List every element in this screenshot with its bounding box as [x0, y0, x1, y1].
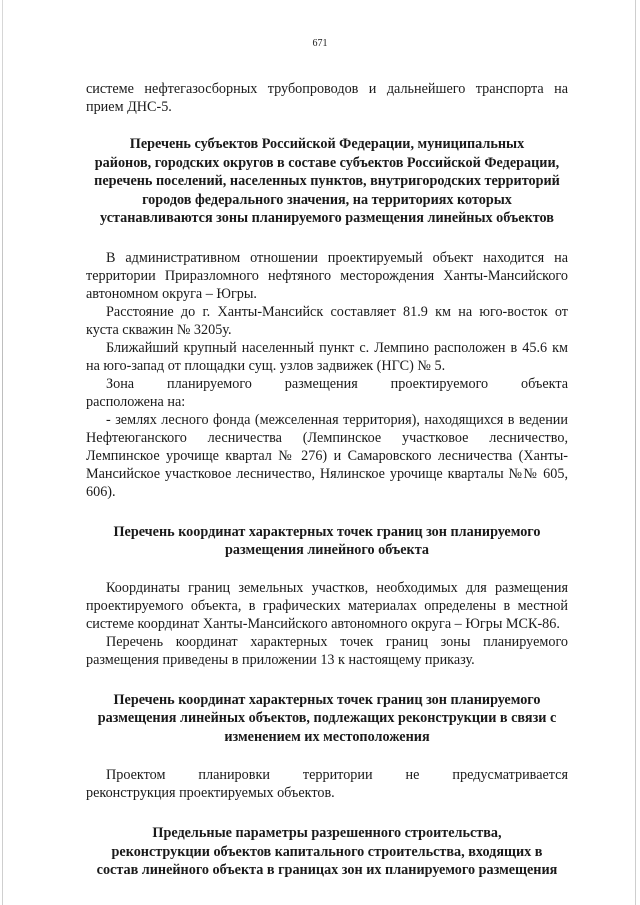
paragraph-zone-line-2: расположена на: [86, 393, 186, 410]
heading-line: состав линейного объекта в границах зон их планируемого размещения [96, 862, 558, 878]
paragraph-no-reconstruction-line-2: реконструкция проектируемых объектов. [86, 785, 335, 801]
paragraph-coordinate-system: Координаты границ земельных участков, необходимых для размещения проектируемого объекта, в графических материалах определены в местной системе координат Ханты-Мансийского автономного округа – Югры МСК-86. [86, 579, 568, 632]
section-heading-parameters [86, 824, 568, 880]
heading-line: городов федерального значения, на территориях которых [142, 191, 512, 208]
paragraph-zone-line-1: Зона планируемого размещения проектируемого объекта [106, 375, 568, 392]
heading-line: размещения линейных объектов, подлежащих реконструкции в связи с [97, 710, 557, 726]
scan-edge-right [635, 0, 636, 905]
paragraph-admin-location: В административном отношении проектируемый объект находится на территории Приразломного нефтяного месторождения Ханты-Мансийского автономном округа – Югры. [86, 249, 568, 302]
heading-line: Перечень координат характерных точек границ зон планируемого [113, 523, 541, 540]
section-heading-reconstruction [86, 691, 568, 747]
heading-line: Предельные параметры разрешенного строительства, [152, 825, 502, 841]
section-heading-coordinates [86, 523, 568, 560]
intro-line-1: системе нефтегазосборных трубопроводов и дальнейшего транспорта на [86, 81, 568, 97]
heading-line: Перечень субъектов Российской Федерации, муниципальных [129, 136, 525, 152]
paragraph-no-reconstruction-line-1: Проектом планировки территории не предусматривается [106, 767, 568, 783]
paragraph-forest-lands: - землях лесного фонда (межселенная территория), находящихся в ведении Нефтеюганского лесничества (Лемпинское участковое лесничество, Лемпинское урочище квартал № 276) и Самаровского лесничества (Ханты-Мансийское участковое лесничество, Нялинское урочище кварталы №№ 605, 606). [86, 411, 568, 500]
intro-line-2: прием ДНС-5. [86, 99, 172, 115]
heading-line: размещения линейного объекта [225, 542, 429, 558]
scan-edge-left [2, 0, 3, 905]
page-number: 671 [312, 38, 328, 49]
paragraph-distance: Расстояние до г. Ханты-Мансийск составляет 81.9 км на юго-восток от куста скважин № 3205у. [86, 303, 568, 338]
document-body [86, 80, 568, 880]
heading-line: районов, городских округов в составе субъектов Российской Федерации, [94, 154, 560, 171]
paragraph-nearest-settlement: Ближайший крупный населенный пункт с. Лемпино расположен в 45.6 км на юго-запад от площадки сущ. узлов задвижек (НГС) № 5. [86, 339, 568, 374]
heading-line: перечень поселений, населенных пунктов, внутригородских территорий [94, 173, 560, 189]
heading-line: устанавливаются зоны планируемого размещения линейных объектов [100, 210, 554, 226]
heading-line: реконструкции объектов капитального строительства, входящих в [111, 843, 543, 860]
heading-line: Перечень координат характерных точек границ зон планируемого [113, 691, 541, 708]
heading-line: изменением их местоположения [224, 728, 430, 745]
section-heading-subjects [86, 135, 568, 228]
paragraph-appendix-reference: Перечень координат характерных точек границ зоны планируемого размещения приведены в приложении 13 к настоящему приказу. [86, 633, 568, 668]
